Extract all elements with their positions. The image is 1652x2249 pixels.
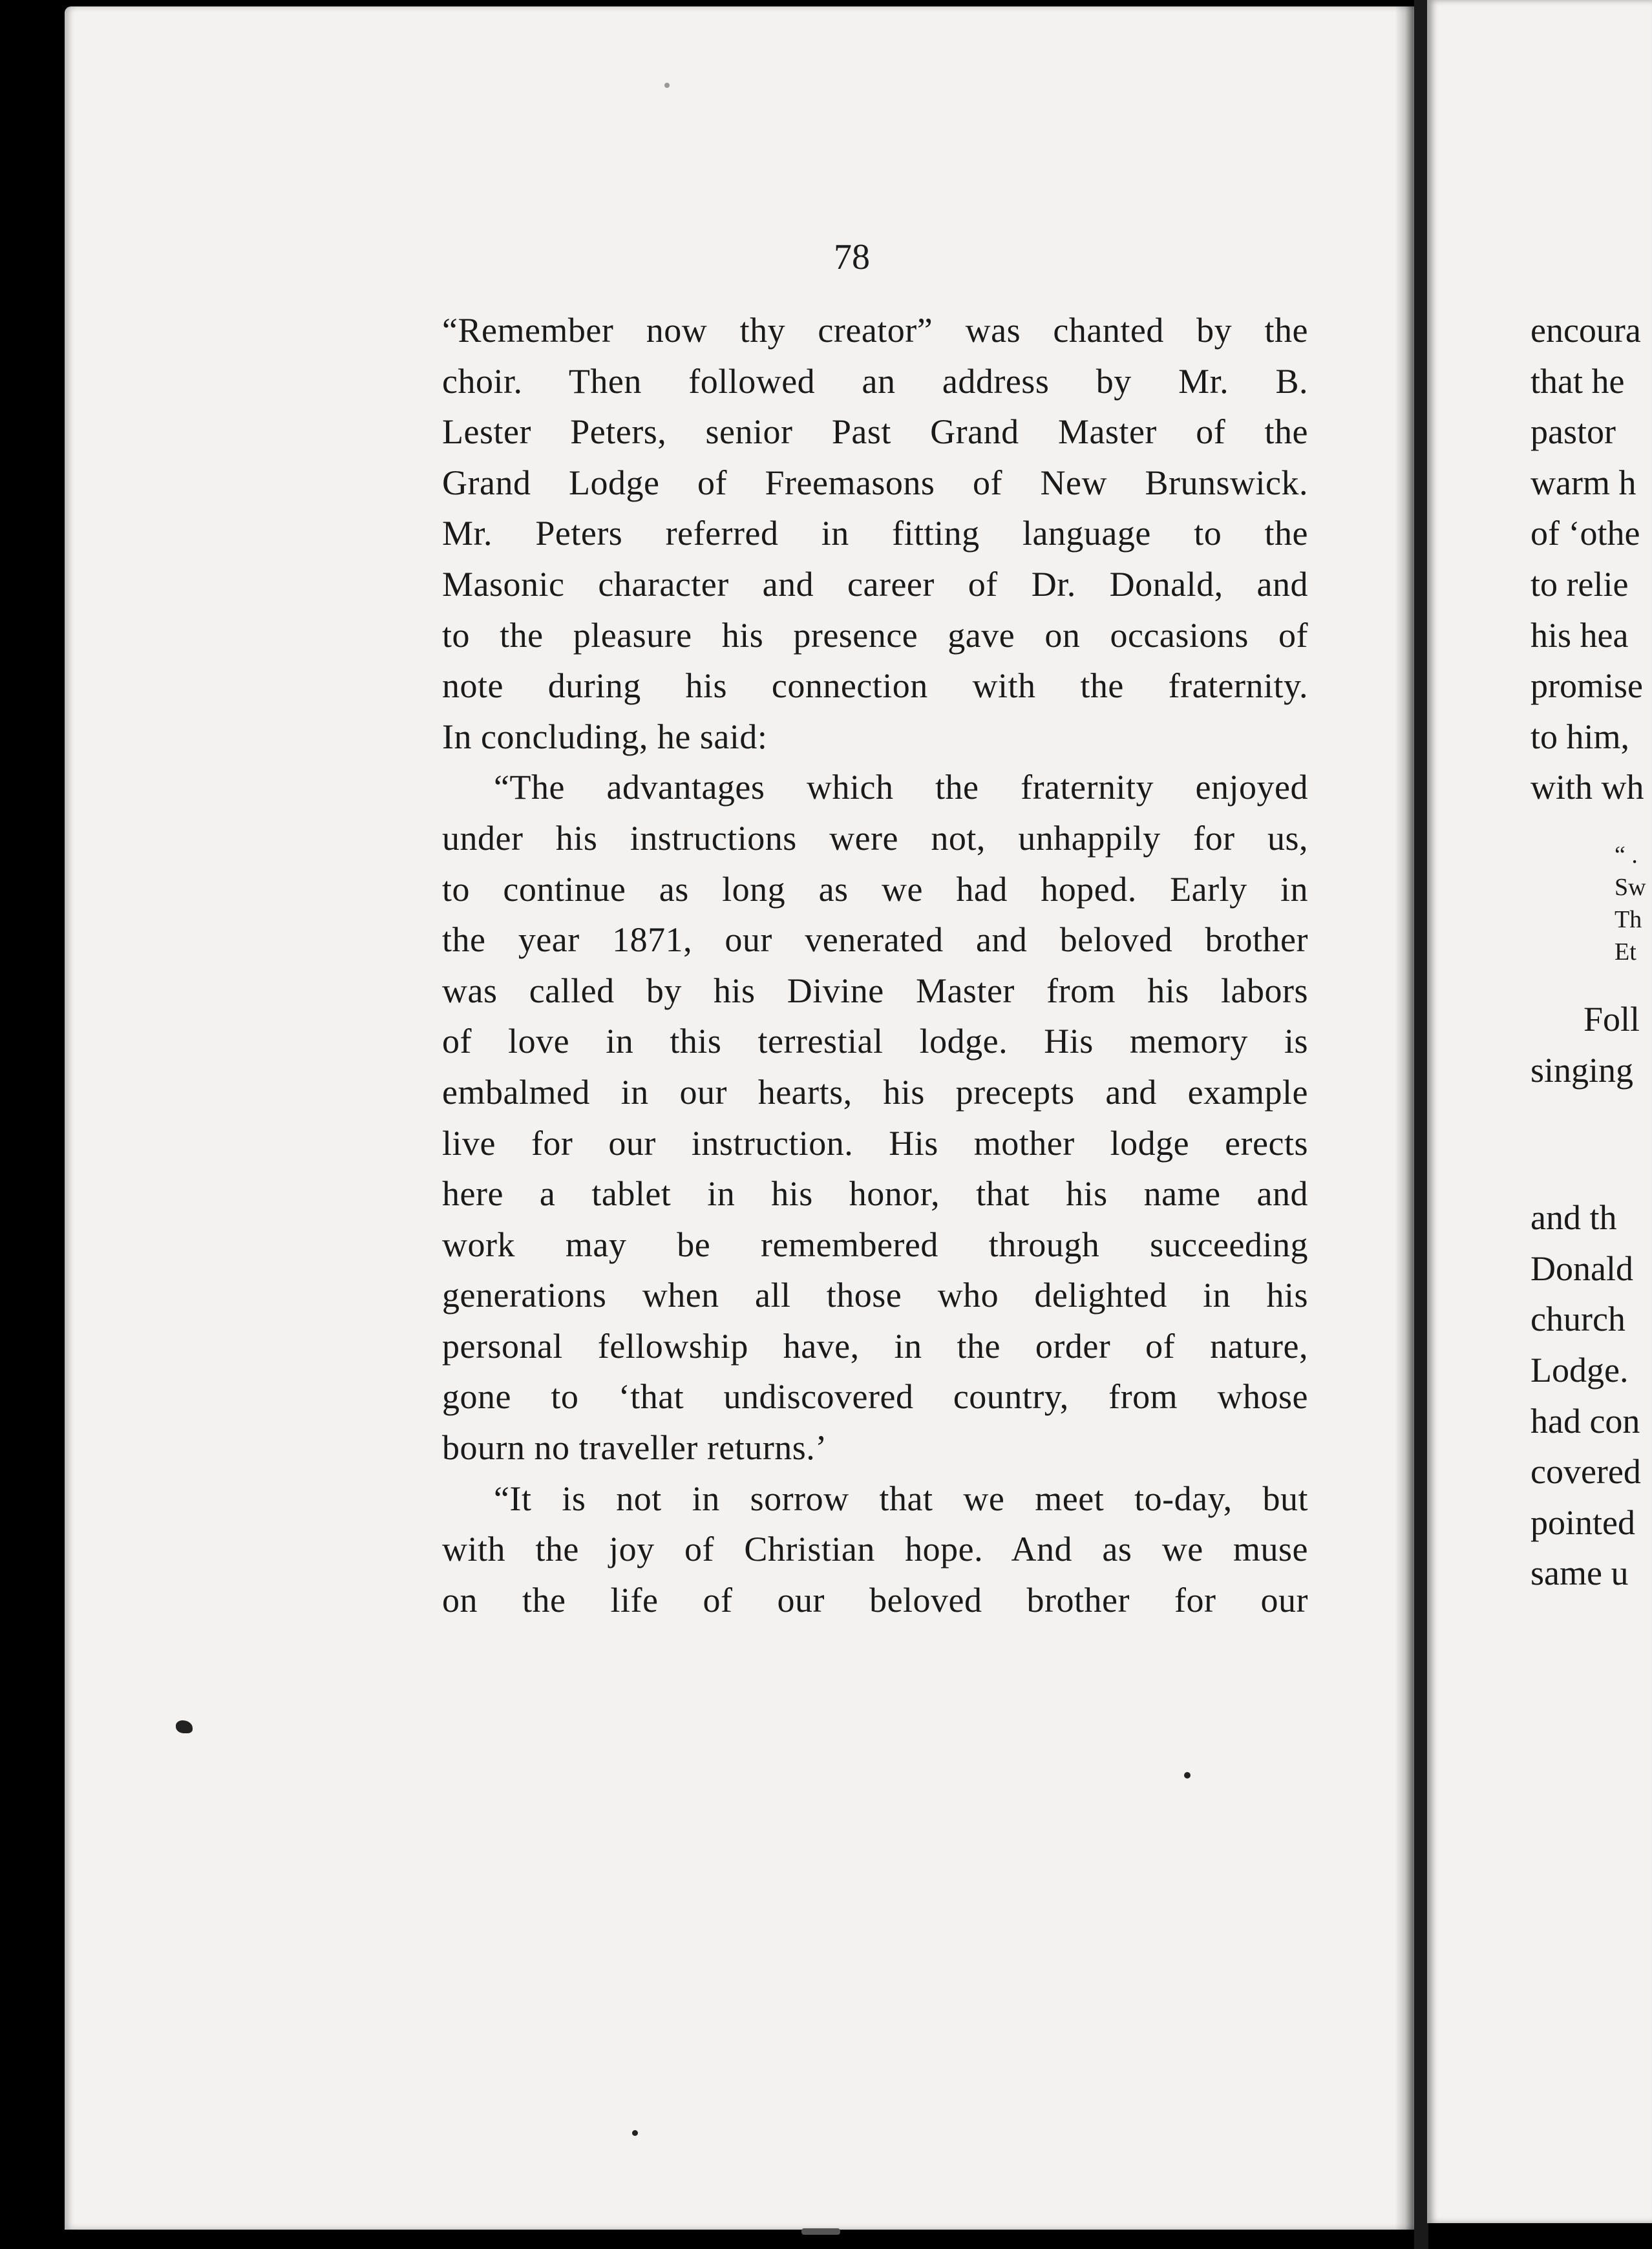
left-page-text (442, 305, 1308, 1625)
right-page-verse (1530, 839, 1652, 968)
text-fragment: and th (1530, 1198, 1617, 1238)
text-fragment: Donald (1530, 1249, 1633, 1288)
text-line: Masonic character and career of Dr. Donald, and (442, 564, 1308, 604)
text-line: Grand Lodge of Freemasons of New Brunswick. (442, 463, 1308, 502)
text-fragment: with wh (1530, 768, 1644, 807)
scan-speck (801, 2228, 840, 2235)
text-fragment: Lodge. (1530, 1350, 1629, 1389)
text-fragment: his hea (1530, 615, 1629, 655)
text-fragment: of ‘othe (1530, 514, 1640, 553)
scan-speck (664, 83, 670, 88)
text-line: Lester Peters, senior Past Grand Master of the (442, 412, 1308, 452)
text-fragment: that he (1530, 361, 1625, 401)
text-fragment: church (1530, 1300, 1626, 1339)
text-line: choir. Then followed an address by Mr. B. (442, 361, 1308, 401)
text-line: Mr. Peters referred in fitting language to the (442, 514, 1308, 553)
text-fragment: “ . (1615, 841, 1638, 869)
text-line: In concluding, he said: (442, 717, 768, 756)
right-page-paragraph-3 (1530, 1192, 1652, 1599)
text-fragment: encoura (1530, 311, 1641, 350)
text-line: of love in this terrestial lodge. His memory is (442, 1022, 1308, 1061)
text-fragment: to relie (1530, 564, 1629, 604)
right-page-paragraph-2 (1530, 994, 1652, 1095)
text-fragment: same u (1530, 1554, 1629, 1593)
text-fragment: pastor (1530, 412, 1616, 452)
text-fragment: promise (1530, 666, 1643, 706)
right-page-text (1530, 305, 1652, 1599)
text-line: work may be remembered through succeeding (442, 1225, 1308, 1264)
text-line: “The advantages which the fraternity enjoyed (494, 768, 1308, 807)
text-fragment: had con (1530, 1401, 1640, 1441)
text-fragment: warm h (1530, 463, 1636, 502)
page-number: 78 (834, 237, 870, 277)
text-line: live for our instruction. His mother lodge erects (442, 1123, 1308, 1163)
text-line: the year 1871, our venerated and beloved brother (442, 920, 1308, 960)
scan-speck (632, 2130, 638, 2136)
text-line: note during his connection with the fraternity. (442, 666, 1308, 706)
text-fragment: covered (1530, 1452, 1641, 1492)
scan-speck (1184, 1772, 1191, 1779)
text-line: here a tablet in his honor, that his name and (442, 1174, 1308, 1214)
text-fragment: singing (1530, 1050, 1634, 1090)
text-line: bourn no traveller returns.’ (442, 1428, 827, 1468)
text-fragment: Sw (1615, 873, 1646, 901)
text-line: with the joy of Christian hope. And as we muse (442, 1530, 1308, 1569)
text-fragment: Et (1615, 938, 1636, 966)
text-line: embalmed in our hearts, his precepts and example (442, 1072, 1308, 1112)
text-line: “It is not in sorrow that we meet to-day, but (494, 1479, 1308, 1518)
text-fragment: Th (1615, 905, 1642, 933)
text-line: to continue as long as we had hoped. Early in (442, 869, 1308, 909)
text-line: gone to ‘that undiscovered country, from whose (442, 1377, 1308, 1417)
text-line: generations when all those who delighted in his (442, 1276, 1308, 1315)
text-line: “Remember now thy creator” was chanted by the (442, 311, 1308, 350)
text-line: personal fellowship have, in the order of nature, (442, 1326, 1308, 1366)
text-fragment: to him, (1530, 717, 1630, 756)
text-line: was called by his Divine Master from his labors (442, 971, 1308, 1010)
text-line: on the life of our beloved brother for our (442, 1580, 1308, 1620)
text-line: under his instructions were not, unhappily for us, (442, 818, 1308, 858)
text-fragment: Foll (1583, 999, 1640, 1039)
right-page-paragraph-1 (1530, 305, 1652, 813)
book-gutter (1414, 0, 1428, 2249)
text-fragment: pointed (1530, 1503, 1635, 1542)
text-line: to the pleasure his presence gave on occasions of (442, 615, 1308, 655)
